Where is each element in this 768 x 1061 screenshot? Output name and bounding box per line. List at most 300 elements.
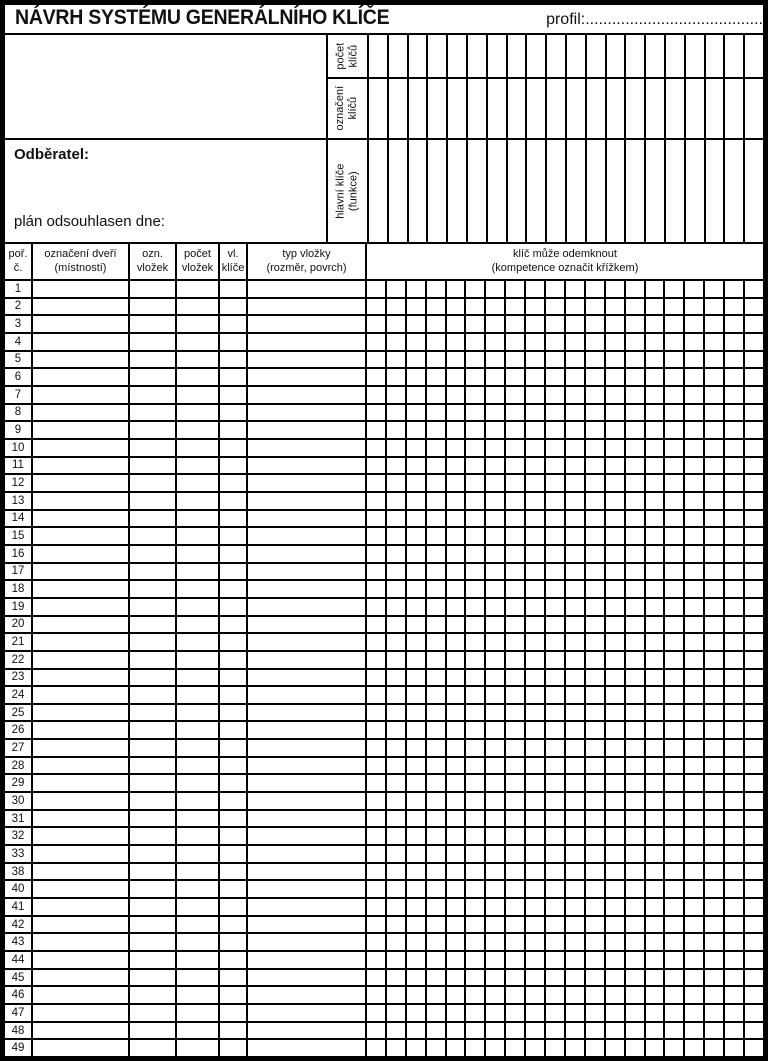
table-cell [177,705,218,721]
key-matrix-cell [486,458,504,474]
key-matrix-cell [745,299,763,315]
key-matrix-cell [466,475,484,491]
key-matrix-cell [506,828,524,844]
key-matrix-cell [626,1023,644,1039]
table-cell [177,722,218,738]
key-matrix-cell [387,599,405,615]
table-cell [33,846,128,862]
table-cell [220,387,246,403]
key-matrix-cell [367,281,385,297]
key-matrix-cell [427,299,445,315]
key-matrix-cell [367,1023,385,1039]
key-matrix-cell [626,687,644,703]
key-matrix-cell [626,387,644,403]
key-matrix-cell [427,846,445,862]
key-matrix-cell [506,934,524,950]
table-cell [177,952,218,968]
key-matrix-cell [407,352,425,368]
key-matrix-cell [447,705,465,721]
key-matrix-cell [566,511,584,527]
key-matrix-cell [685,564,703,580]
key-grid-cell [389,140,407,242]
key-matrix-cell [526,475,544,491]
key-matrix-cell [646,1040,664,1056]
key-matrix-cell [447,528,465,544]
key-matrix-cell [646,564,664,580]
key-matrix-cell [705,1040,723,1056]
key-matrix-cell [566,352,584,368]
table-cell [130,599,175,615]
row-number: 21 [5,634,31,650]
key-matrix-cell [745,405,763,421]
table-cell [220,528,246,544]
table-cell [177,987,218,1003]
key-matrix-cell [427,670,445,686]
key-matrix-cell [387,1023,405,1039]
table-cell [220,334,246,350]
table-cell [248,369,365,385]
table-cell [130,405,175,421]
key-matrix-cell [526,369,544,385]
key-matrix-cell [387,299,405,315]
key-matrix-cell [546,281,564,297]
key-matrix-cell [486,934,504,950]
key-matrix-cell [705,546,723,562]
table-cell [177,352,218,368]
table-cell [130,617,175,633]
key-matrix-cell [427,564,445,580]
table-cell [248,917,365,933]
table-cell [248,864,365,880]
key-matrix-cell [665,758,683,774]
key-matrix-cell [745,846,763,862]
key-matrix-cell [526,564,544,580]
key-matrix-cell [745,740,763,756]
key-matrix-cell [586,581,604,597]
key-matrix-cell [427,970,445,986]
key-matrix-cell [606,546,624,562]
key-matrix-cell [526,775,544,791]
key-matrix-cell [745,899,763,915]
row-number: 41 [5,899,31,915]
key-grid-cell [488,79,506,138]
key-grid-cell [706,79,724,138]
table-cell [130,952,175,968]
table-cell [248,511,365,527]
key-matrix-cell [665,864,683,880]
key-matrix-cell [546,934,564,950]
key-matrix-cell [725,970,743,986]
key-matrix-cell [387,705,405,721]
table-cell [248,405,365,421]
key-matrix-cell [606,281,624,297]
key-matrix-cell [626,740,644,756]
key-matrix-cell [606,652,624,668]
table-cell [220,599,246,615]
key-matrix-cell [665,528,683,544]
key-matrix-cell [685,687,703,703]
key-matrix-cell [367,440,385,456]
key-matrix-cell [466,511,484,527]
key-matrix-cell [387,952,405,968]
key-grid-cell [409,35,427,77]
key-matrix-cell [566,599,584,615]
key-matrix-cell [506,899,524,915]
key-matrix-cell [646,722,664,738]
key-matrix-cell [427,475,445,491]
row-number: 16 [5,546,31,562]
key-matrix-cell [606,1005,624,1021]
key-matrix-cell [546,846,564,862]
key-matrix-cell [506,581,524,597]
table-cell [248,299,365,315]
table-cell [177,970,218,986]
key-matrix-cell [546,369,564,385]
key-matrix-cell [427,722,445,738]
key-matrix-cell [486,634,504,650]
key-matrix-cell [725,705,743,721]
key-matrix-cell [646,458,664,474]
table-cell [33,581,128,597]
key-matrix-cell [685,1005,703,1021]
key-matrix-cell [526,934,544,950]
key-matrix-cell [705,493,723,509]
key-matrix-cell [586,511,604,527]
key-matrix-cell [526,811,544,827]
key-matrix-cell [486,546,504,562]
key-matrix-cell [407,458,425,474]
key-matrix-cell [466,422,484,438]
table-cell [248,1040,365,1056]
key-matrix-cell [466,828,484,844]
key-matrix-cell [367,846,385,862]
key-matrix-cell [745,934,763,950]
key-matrix-cell [685,581,703,597]
key-matrix-cell [526,828,544,844]
table-cell [220,422,246,438]
key-matrix-cell [646,793,664,809]
key-matrix-cell [745,617,763,633]
table-cell [33,952,128,968]
key-matrix-cell [486,793,504,809]
key-matrix-cell [606,775,624,791]
table-cell [248,1005,365,1021]
key-matrix-cell [466,634,484,650]
key-matrix-cell [447,599,465,615]
row-number: 24 [5,687,31,703]
key-matrix-cell [466,987,484,1003]
row-number: 32 [5,828,31,844]
key-matrix-cell [466,281,484,297]
key-matrix-cell [486,670,504,686]
table-cell [177,917,218,933]
key-matrix-cell [646,493,664,509]
key-matrix-cell [526,493,544,509]
key-matrix-cell [447,458,465,474]
table-cell [248,1023,365,1039]
table-cell [177,758,218,774]
key-matrix-cell [407,528,425,544]
table-cell [248,352,365,368]
key-matrix-cell [646,316,664,332]
key-matrix-cell [705,670,723,686]
key-matrix-cell [646,440,664,456]
key-matrix-cell [367,475,385,491]
key-matrix-cell [427,334,445,350]
table-cell [177,281,218,297]
key-matrix-cell [367,599,385,615]
table-cell [177,846,218,862]
table-cell [220,369,246,385]
key-matrix-cell [665,828,683,844]
key-matrix-cell [447,281,465,297]
key-matrix-cell [367,917,385,933]
table-cell [33,1040,128,1056]
key-matrix-cell [626,970,644,986]
key-matrix-cell [646,952,664,968]
key-matrix-cell [685,899,703,915]
key-matrix-cell [685,811,703,827]
key-matrix-cell [566,405,584,421]
key-matrix-cell [665,334,683,350]
key-matrix-cell [407,670,425,686]
key-matrix-cell [626,652,644,668]
key-matrix-cell [407,652,425,668]
key-matrix-cell [387,334,405,350]
key-matrix-cell [387,281,405,297]
key-matrix-cell [447,846,465,862]
key-matrix-cell [725,952,743,968]
key-matrix-cell [705,987,723,1003]
key-matrix-cell [586,1040,604,1056]
key-matrix-cell [626,405,644,421]
table-cell [220,1005,246,1021]
key-grid-cell [409,140,427,242]
key-grid-cell [646,79,664,138]
key-matrix-cell [486,493,504,509]
key-matrix-cell [606,934,624,950]
key-grid-cell [626,35,644,77]
key-matrix-cell [586,281,604,297]
key-matrix-cell [705,705,723,721]
table-cell [220,475,246,491]
key-matrix-cell [705,899,723,915]
key-matrix-cell [466,599,484,615]
table-cell [130,970,175,986]
key-matrix-cell [447,387,465,403]
table-cell [130,299,175,315]
key-matrix-cell [705,740,723,756]
table-cell [220,687,246,703]
key-matrix-cell [646,917,664,933]
table-cell [177,1040,218,1056]
key-matrix-cell [486,970,504,986]
key-matrix-cell [526,652,544,668]
key-matrix-cell [566,581,584,597]
key-matrix-cell [387,670,405,686]
row-number: 48 [5,1023,31,1039]
key-matrix-cell [665,617,683,633]
table-cell [220,316,246,332]
key-matrix-cell [486,811,504,827]
key-matrix-cell [705,617,723,633]
key-matrix-cell [407,793,425,809]
key-matrix-cell [745,493,763,509]
key-matrix-cell [447,652,465,668]
key-matrix-cell [665,369,683,385]
key-matrix-cell [566,299,584,315]
key-matrix-cell [407,387,425,403]
key-matrix-cell [685,952,703,968]
key-matrix-cell [387,458,405,474]
key-matrix-cell [407,917,425,933]
key-matrix-cell [665,599,683,615]
key-matrix-cell [506,564,524,580]
key-matrix-cell [745,881,763,897]
key-matrix-cell [447,987,465,1003]
key-matrix-cell [725,387,743,403]
key-matrix-cell [546,458,564,474]
key-matrix-cell [566,546,584,562]
key-matrix-cell [606,440,624,456]
key-matrix-cell [387,617,405,633]
key-matrix-cell [646,617,664,633]
key-matrix-cell [447,617,465,633]
key-matrix-cell [685,758,703,774]
table-cell [177,934,218,950]
key-matrix-cell [526,758,544,774]
key-matrix-cell [646,599,664,615]
table-cell [177,864,218,880]
key-matrix-cell [466,405,484,421]
key-matrix-cell [407,970,425,986]
key-matrix-cell [685,475,703,491]
table-cell [130,987,175,1003]
key-matrix-cell [646,864,664,880]
row-number: 29 [5,775,31,791]
key-matrix-cell [606,722,624,738]
key-matrix-cell [646,775,664,791]
key-matrix-cell [546,334,564,350]
key-matrix-cell [526,387,544,403]
row-number: 43 [5,934,31,950]
col-header-cylinder-type: typ vložky (rozměr, povrch) [248,244,365,279]
key-matrix-cell [606,369,624,385]
key-matrix-cell [586,617,604,633]
key-matrix-cell [745,811,763,827]
key-matrix-cell [745,334,763,350]
key-matrix-cell [606,511,624,527]
key-matrix-cell [466,670,484,686]
key-matrix-cell [725,846,743,862]
key-matrix-cell [745,652,763,668]
key-matrix-cell [526,422,544,438]
row-number: 46 [5,987,31,1003]
key-matrix-cell [646,846,664,862]
key-matrix-cell [626,722,644,738]
key-matrix-cell [367,1040,385,1056]
key-matrix-cell [606,299,624,315]
table-cell [33,987,128,1003]
key-matrix-cell [665,299,683,315]
key-matrix-cell [546,740,564,756]
table-cell [177,387,218,403]
key-matrix-cell [546,1023,564,1039]
table-cell [33,758,128,774]
key-matrix-cell [466,440,484,456]
key-matrix-cell [427,652,445,668]
key-grid-cell [686,140,704,242]
key-grid-cell [626,140,644,242]
key-matrix-cell [646,705,664,721]
key-grid-cell [428,79,446,138]
row-number: 47 [5,1005,31,1021]
key-matrix-cell [387,652,405,668]
key-matrix-cell [546,422,564,438]
table-cell [177,670,218,686]
key-matrix-cell [447,369,465,385]
key-grid-cell [646,140,664,242]
key-matrix-cell [685,617,703,633]
key-matrix-cell [646,758,664,774]
key-matrix-cell [427,511,445,527]
key-matrix-cell [506,687,524,703]
key-matrix-cell [606,387,624,403]
key-matrix-cell [447,670,465,686]
key-matrix-cell [566,617,584,633]
customer-section [5,140,326,242]
key-matrix-cell [705,793,723,809]
row-number: 7 [5,387,31,403]
key-matrix-cell [685,670,703,686]
key-matrix-cell [427,1005,445,1021]
table-cell [248,828,365,844]
table-cell [177,422,218,438]
key-matrix-cell [626,634,644,650]
table-cell [177,405,218,421]
key-matrix-cell [526,722,544,738]
key-matrix-cell [626,281,644,297]
key-matrix-cell [685,493,703,509]
key-matrix-cell [486,528,504,544]
key-matrix-cell [725,581,743,597]
table-cell [177,793,218,809]
key-matrix-cell [665,705,683,721]
key-matrix-cell [646,334,664,350]
key-matrix-cell [665,387,683,403]
key-matrix-cell [506,705,524,721]
key-matrix-cell [665,316,683,332]
key-matrix-cell [566,970,584,986]
key-matrix-cell [367,458,385,474]
key-matrix-cell [685,440,703,456]
key-matrix-cell [626,352,644,368]
key-matrix-cell [466,352,484,368]
key-matrix-cell [626,316,644,332]
table-cell [130,934,175,950]
key-grid-cell [607,140,625,242]
key-matrix-cell [466,687,484,703]
key-matrix-cell [745,970,763,986]
key-matrix-cell [566,793,584,809]
key-matrix-cell [566,740,584,756]
key-matrix-cell [685,775,703,791]
key-matrix-cell [725,316,743,332]
key-matrix-cell [606,970,624,986]
table-cell [220,281,246,297]
key-matrix-cell [367,511,385,527]
table-cell [33,281,128,297]
